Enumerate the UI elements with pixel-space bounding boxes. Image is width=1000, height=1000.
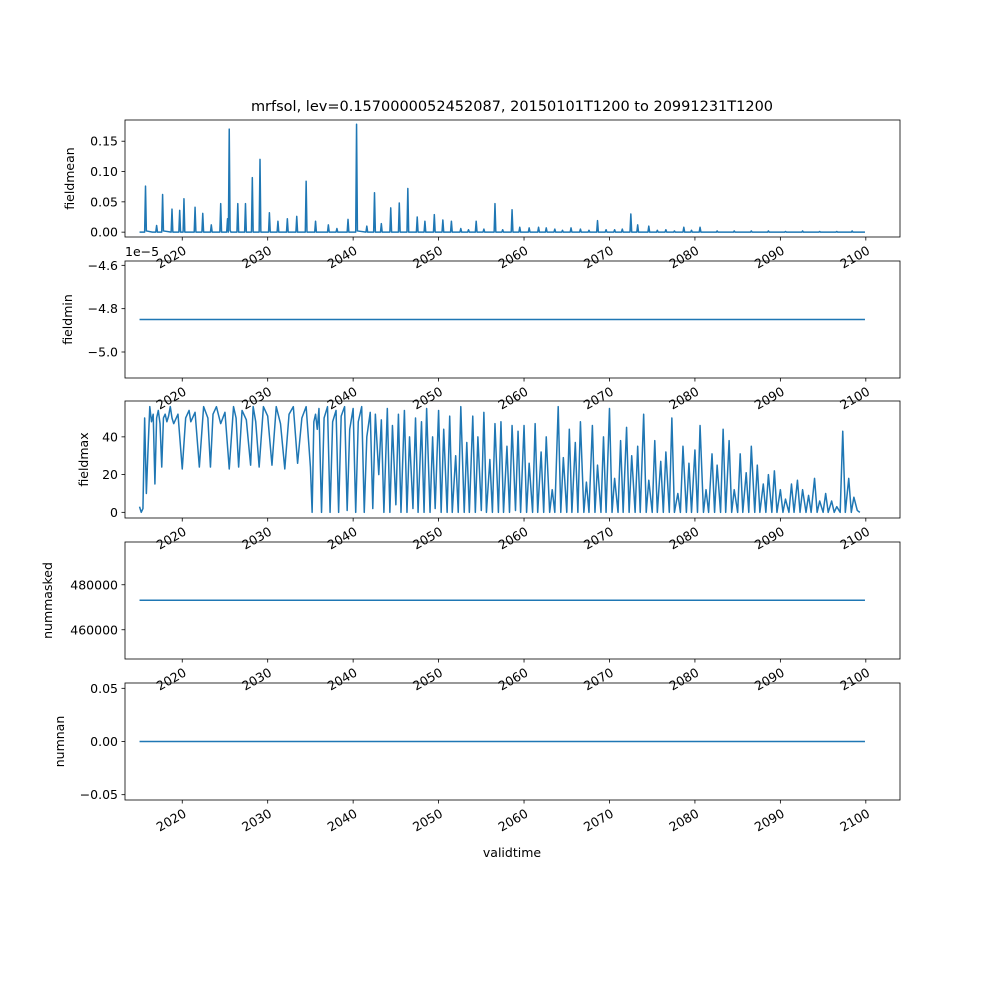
y-tick-label: −0.05 [79, 787, 118, 803]
y-tick-label: −5.0 [87, 344, 118, 360]
x-tick-label: 2100 [837, 383, 873, 413]
x-tick-label: 2090 [751, 242, 787, 272]
x-tick-label: 2040 [324, 523, 360, 553]
x-tick-label: 2050 [410, 242, 446, 272]
x-tick-label: 2090 [751, 664, 787, 694]
y-axis-label: fieldmean [62, 147, 77, 210]
x-tick-label: 2080 [666, 664, 702, 694]
x-tick-label: 2100 [837, 523, 873, 553]
x-tick-label: 2040 [324, 242, 360, 272]
y-tick-label: 40 [102, 429, 118, 445]
x-tick-label: 2100 [837, 664, 873, 694]
x-tick-label: 2020 [153, 242, 189, 272]
y-axis-label: fieldmax [76, 432, 91, 487]
y-tick-label: 0.15 [90, 133, 118, 149]
y-tick-label: 0.00 [90, 734, 118, 749]
x-tick-label: 2030 [239, 242, 275, 272]
x-tick-label: 2070 [580, 523, 616, 553]
x-tick-label: 2050 [410, 523, 446, 553]
y-tick-label: 0.10 [90, 164, 118, 180]
figure-title: mrfsol, lev=0.1570000052452087, 20150101T1200 to 20991231T1200 [250, 99, 774, 115]
y-tick-label: 0.05 [90, 194, 118, 210]
x-tick-label: 2030 [239, 383, 275, 413]
x-tick-label: 2090 [751, 383, 787, 413]
x-tick-label: 2050 [410, 805, 446, 835]
x-tick-label: 2070 [580, 805, 616, 835]
x-tick-label: 2080 [666, 242, 702, 272]
x-tick-label: 2060 [495, 664, 531, 694]
x-tick-label: 2040 [324, 664, 360, 694]
x-tick-label: 2030 [239, 805, 275, 835]
x-tick-label: 2080 [666, 383, 702, 413]
x-tick-label: 2070 [580, 664, 616, 694]
y-tick-label: −4.8 [87, 301, 118, 317]
y-tick-label: −4.6 [87, 257, 118, 273]
y-tick-label: 0 [110, 504, 118, 520]
y-tick-label: 20 [102, 467, 118, 483]
x-tick-label: 2060 [495, 805, 531, 835]
x-tick-label: 2020 [153, 523, 189, 553]
x-tick-label: 2060 [495, 523, 531, 553]
y-tick-label: 480000 [70, 577, 118, 593]
y-offset-label: 1e−5 [125, 244, 160, 259]
x-tick-label: 2030 [239, 664, 275, 694]
x-tick-label: 2090 [751, 805, 787, 835]
x-tick-label: 2080 [666, 523, 702, 553]
x-tick-label: 2090 [751, 523, 787, 553]
x-tick-label: 2100 [837, 805, 873, 835]
y-tick-label: 460000 [70, 622, 118, 638]
x-tick-label: 2050 [410, 383, 446, 413]
y-axis-label: fieldmin [60, 294, 75, 345]
x-tick-label: 2080 [666, 805, 702, 835]
x-tick-label: 2070 [580, 242, 616, 272]
y-axis-label: nummasked [40, 562, 55, 639]
x-tick-label: 2050 [410, 664, 446, 694]
x-tick-label: 2040 [324, 805, 360, 835]
x-tick-label: 2040 [324, 383, 360, 413]
x-tick-label: 2100 [837, 242, 873, 272]
x-tick-label: 2060 [495, 242, 531, 272]
x-tick-label: 2060 [495, 383, 531, 413]
y-tick-label: 0.05 [90, 680, 118, 696]
x-tick-label: 2030 [239, 523, 275, 553]
x-tick-label: 2020 [153, 805, 189, 835]
x-tick-label: 2070 [580, 383, 616, 413]
y-axis-label: numnan [52, 715, 67, 768]
x-axis-label: validtime [482, 845, 542, 860]
x-tick-label: 2020 [153, 664, 189, 694]
x-tick-label: 2020 [153, 383, 189, 413]
y-tick-label: 0.00 [90, 224, 118, 240]
